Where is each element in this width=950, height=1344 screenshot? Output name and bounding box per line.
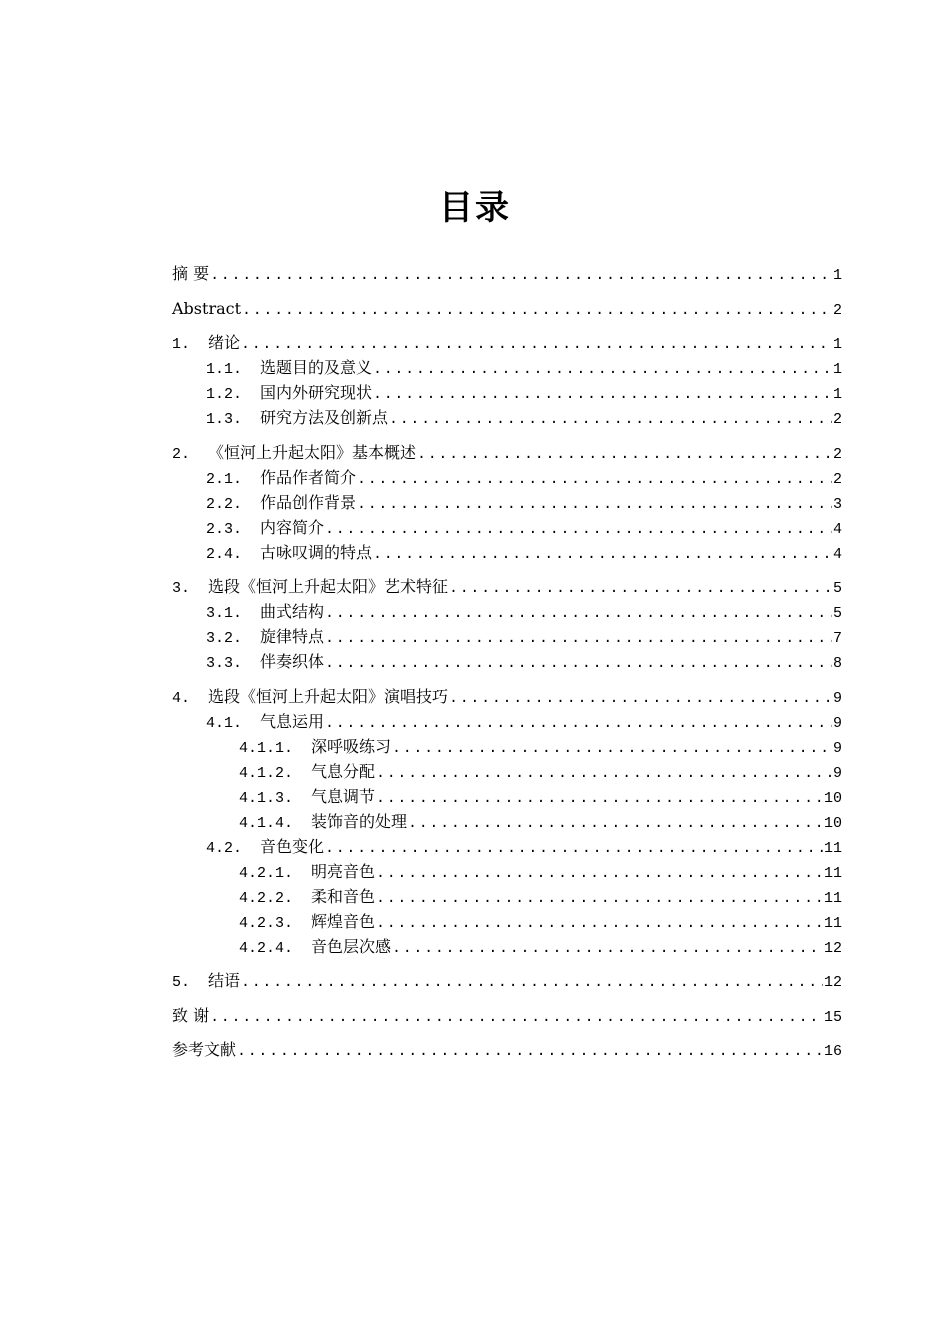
dot-leader (376, 861, 823, 886)
toc-entry-number: 2.2. (206, 495, 261, 513)
toc-entry-page-number: 2 (832, 301, 842, 319)
toc-entry-number: 3.3. (206, 655, 261, 672)
toc-entry-page-number: 11 (823, 864, 842, 882)
toc-entry-number: 2.3. (206, 520, 261, 538)
toc-entry-label: 气息运用 (260, 711, 325, 731)
toc-entry-number: 1.1. (206, 361, 261, 378)
toc-entry[interactable] (172, 599, 842, 624)
toc-entry[interactable] (172, 649, 842, 674)
toc-entry-page-number: 16 (823, 1043, 842, 1060)
toc-entry[interactable] (172, 355, 842, 380)
toc-entry[interactable] (172, 296, 842, 321)
toc-entry-label: 研究方法及创新点 (260, 408, 389, 427)
toc-entry-page-number: 11 (823, 889, 842, 907)
toc-entry-number: 4.2.4. (239, 939, 312, 957)
toc-entry[interactable] (172, 1037, 842, 1062)
toc-entry-label: 明亮音色 (311, 861, 376, 881)
toc-entry-label: 古咏叹调的特点 (260, 542, 373, 562)
toc-entry-number: 2. (172, 445, 209, 463)
toc-entry-label: 参考文献 (172, 1040, 237, 1059)
toc-entry-page-number: 4 (832, 545, 842, 563)
toc-entry-page-number: 10 (823, 814, 842, 832)
toc-entry[interactable] (172, 859, 842, 884)
toc-entry-number: 4.2.3. (239, 914, 312, 932)
toc-entry[interactable] (172, 540, 842, 565)
toc-entry-label: 致 谢 (172, 1005, 210, 1025)
toc-entry-page-number: 10 (823, 789, 842, 807)
toc-entry-number: 4.2.2. (239, 889, 312, 907)
dot-leader (325, 601, 832, 626)
toc-entry-page-number: 5 (832, 580, 842, 597)
toc-entry-number: 4.1.2. (239, 764, 312, 782)
toc-entry-number: 4.1. (206, 714, 261, 732)
dot-leader (325, 836, 823, 861)
toc-entry-number: 4.1.4. (239, 814, 312, 832)
toc-entry-label: 作品创作背景 (260, 492, 357, 512)
dot-leader (389, 407, 832, 432)
toc-entry-number: 2.1. (206, 470, 261, 488)
toc-entry-page-number: 9 (832, 689, 842, 707)
toc-entry-page-number: 7 (832, 630, 842, 647)
toc-entry-number: 2.4. (206, 545, 261, 563)
dot-leader (242, 298, 832, 323)
toc-entry-label: 选题目的及意义 (260, 358, 373, 377)
toc-entry-page-number: 11 (823, 839, 842, 857)
toc-entry-page-number: 1 (832, 336, 842, 353)
toc-entry[interactable] (172, 380, 842, 405)
dot-leader (241, 332, 832, 357)
toc-entry-page-number: 11 (823, 914, 842, 932)
toc-entry-page-number: 9 (832, 714, 842, 732)
toc-entry-number: 4.2. (206, 839, 261, 857)
dot-leader (325, 651, 832, 676)
toc-entry[interactable] (172, 709, 842, 734)
dot-leader (357, 467, 832, 492)
toc-entry-label: 柔和音色 (311, 886, 376, 906)
toc-entry-label: 曲式结构 (260, 602, 325, 621)
toc-entry-page-number: 1 (832, 267, 842, 284)
toc-entry[interactable] (172, 759, 842, 784)
toc-entry-page-number: 1 (832, 386, 842, 403)
toc-entry-page-number: 9 (832, 739, 842, 757)
dot-leader (241, 970, 823, 995)
toc-entry[interactable] (172, 834, 842, 859)
dot-leader (210, 263, 832, 288)
dot-leader (373, 357, 832, 382)
toc-entry-page-number: 15 (823, 1008, 842, 1026)
dot-leader (392, 936, 823, 961)
toc-entry[interactable] (172, 968, 842, 993)
dot-leader (449, 686, 832, 711)
toc-entry-label: 作品作者简介 (260, 467, 357, 487)
toc-entry-label: 装饰音的处理 (311, 811, 408, 831)
toc-entry[interactable] (172, 934, 842, 959)
dot-leader (325, 517, 832, 542)
toc-entry-label: 深呼吸练习 (311, 736, 392, 756)
dot-leader (408, 811, 823, 836)
dot-leader (210, 1005, 823, 1030)
toc-entry-page-number: 3 (832, 495, 842, 513)
toc-entry-number: 1.2. (206, 386, 261, 403)
toc-entry-label: 国内外研究现状 (260, 383, 373, 402)
toc-entry[interactable] (172, 330, 842, 355)
toc-entry-page-number: 4 (832, 520, 842, 538)
toc-entry-number: 4.1.3. (239, 789, 312, 807)
toc-entry-label: 结语 (208, 971, 241, 990)
toc-entry-label: 内容简介 (260, 517, 325, 537)
toc-entry-label: 伴奏织体 (260, 652, 325, 671)
toc-entry-number: 3.1. (206, 605, 261, 622)
table-of-contents (172, 261, 842, 1062)
toc-entry[interactable] (172, 515, 842, 540)
toc-entry-page-number: 12 (823, 939, 842, 957)
dot-leader (392, 736, 832, 761)
toc-entry[interactable] (172, 624, 842, 649)
toc-entry-number: 3.2. (206, 630, 261, 647)
dot-leader (357, 492, 832, 517)
toc-entry[interactable] (172, 490, 842, 515)
toc-entry[interactable] (172, 684, 842, 709)
dot-leader (376, 911, 823, 936)
dot-leader (417, 442, 832, 467)
dot-leader (373, 382, 832, 407)
toc-entry-number: 3. (172, 580, 209, 597)
dot-leader (376, 886, 823, 911)
dot-leader (325, 711, 832, 736)
toc-entry[interactable] (172, 734, 842, 759)
dot-leader (376, 786, 823, 811)
toc-entry[interactable] (172, 261, 842, 286)
toc-entry[interactable] (172, 465, 842, 490)
dot-leader (373, 542, 832, 567)
dot-leader (237, 1039, 823, 1064)
dot-leader (325, 626, 832, 651)
toc-entry[interactable] (172, 1003, 842, 1028)
toc-entry-page-number: 2 (832, 411, 842, 428)
toc-entry-label: 旋律特点 (260, 627, 325, 646)
toc-entry-label: 《恒河上升起太阳》基本概述 (208, 442, 417, 462)
toc-entry-label: 摘 要 (172, 264, 210, 283)
toc-entry-page-number: 2 (832, 445, 842, 463)
toc-entry-label: 气息调节 (311, 786, 376, 806)
toc-entry-label: 音色层次感 (311, 936, 392, 956)
toc-entry[interactable] (172, 405, 842, 430)
toc-entry-label: 选段《恒河上升起太阳》演唱技巧 (208, 686, 449, 706)
toc-entry-label: 绪论 (208, 333, 241, 352)
toc-entry[interactable] (172, 574, 842, 599)
toc-entry-page-number: 8 (832, 655, 842, 672)
toc-entry-number: 4.2.1. (239, 864, 312, 882)
toc-entry-number: 4.1.1. (239, 739, 312, 757)
toc-entry-label: 选段《恒河上升起太阳》艺术特征 (208, 577, 449, 596)
toc-entry-label: Abstract (172, 298, 242, 318)
toc-entry[interactable] (172, 440, 842, 465)
dot-leader (449, 576, 832, 601)
toc-entry-label: 音色变化 (260, 836, 325, 856)
toc-entry-page-number: 2 (832, 470, 842, 488)
toc-entry[interactable] (172, 884, 842, 909)
toc-title: 目录 (439, 188, 511, 228)
toc-entry[interactable] (172, 784, 842, 809)
toc-entry[interactable] (172, 909, 842, 934)
toc-entry-number: 4. (172, 689, 209, 707)
toc-entry-page-number: 9 (832, 764, 842, 782)
toc-entry-number: 5. (172, 974, 209, 991)
toc-entry-page-number: 5 (832, 605, 842, 622)
dot-leader (376, 761, 832, 786)
toc-entry-label: 辉煌音色 (311, 911, 376, 931)
toc-entry-page-number: 12 (823, 974, 842, 991)
toc-entry-label: 气息分配 (311, 761, 376, 781)
toc-entry-number: 1. (172, 336, 209, 353)
toc-entry[interactable] (172, 809, 842, 834)
toc-entry-page-number: 1 (832, 361, 842, 378)
toc-entry-number: 1.3. (206, 411, 261, 428)
